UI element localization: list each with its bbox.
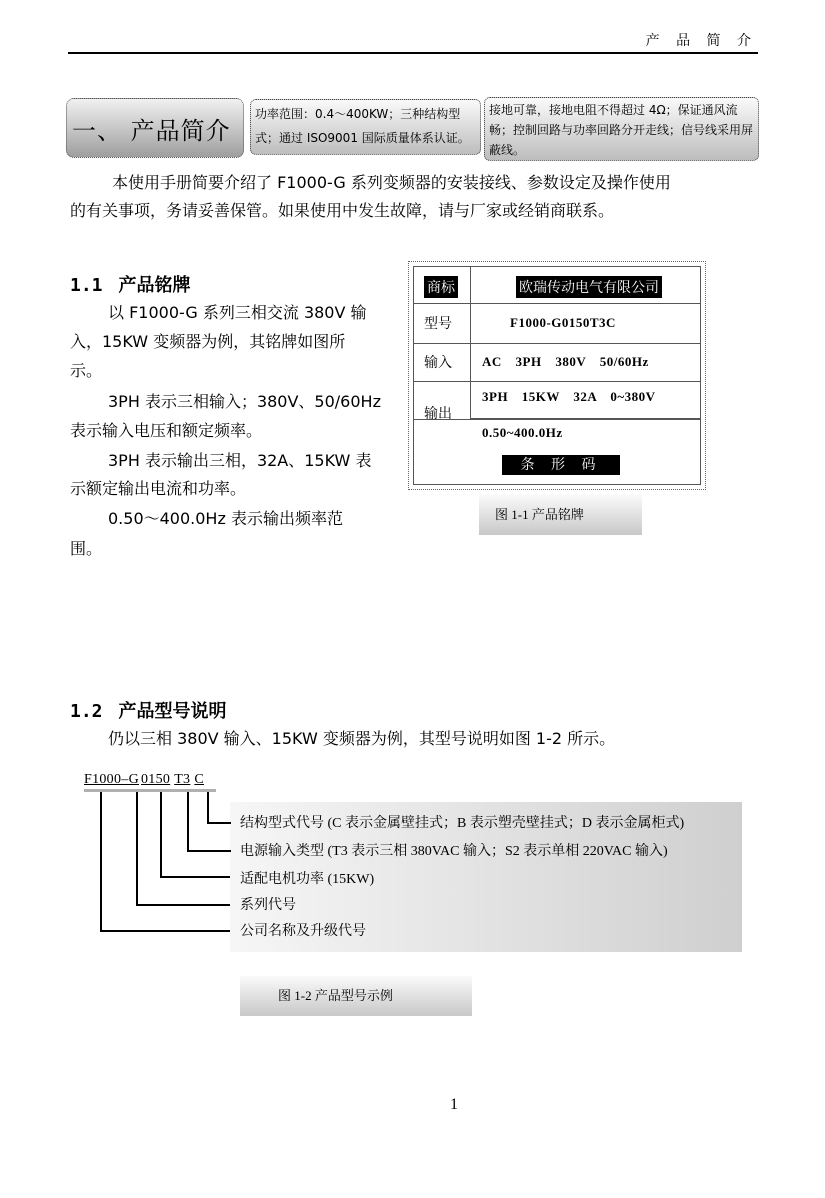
s1-p1-line-2: 入，15KW 变频器为例，其铭牌如图所	[70, 332, 346, 351]
header-rule	[68, 52, 758, 54]
s2-p1: 仍以三相 380V 输入、15KW 变频器为例，其型号说明如图 1-2 所示。	[108, 729, 616, 748]
s1-p3-line-2: 示额定输出电流和功率。	[70, 479, 247, 498]
chapter-summary-box: 功率范围：0.4～400KW；三种结构型式；通过 ISO9001 国际质量体系认证。	[250, 99, 481, 155]
output-value-2: 0.50~400.0Hz	[482, 425, 563, 440]
s1-p1-line-1: 以 F1000-G 系列三相交流 380V 输	[108, 303, 367, 322]
figure-1-2-caption: 图 1-2 产品型号示例	[240, 976, 472, 1016]
model-seg-input: T3	[174, 772, 191, 787]
model-code-underline	[84, 789, 216, 792]
s1-p4-line-2: 围。	[70, 539, 103, 558]
nameplate-input-row	[414, 343, 700, 382]
intro-line-1: 本使用手册简要介绍了 F1000-G 系列变频器的安装接线、参数设定及操作使用	[112, 173, 671, 192]
s1-p2-line-2: 表示输入电压和额定频率。	[70, 421, 263, 440]
model-item-structure: 结构型式代号 (C 表示金属壁挂式；B 表示塑壳壁挂式；D 表示金属柜式)	[240, 816, 685, 831]
brand-label: 商标	[424, 276, 458, 298]
model-item-series: 系列代号	[240, 898, 296, 913]
model-seg-structure: C	[194, 772, 204, 787]
nameplate-brand-row	[414, 267, 700, 304]
section-title: 产品型号说明	[118, 701, 227, 722]
input-label: 输入	[424, 355, 452, 371]
nameplate-output-row	[414, 381, 700, 440]
section-title: 产品铭牌	[118, 275, 191, 296]
section-heading-1-1	[70, 271, 191, 297]
model-seg-power: 0150	[141, 772, 171, 787]
s1-p2-line-1: 3PH 表示三相输入；380V、50/60Hz	[108, 392, 381, 411]
s1-p4-line-1: 0.50～400.0Hz 表示输出频率范	[108, 509, 343, 528]
model-code-string	[84, 772, 208, 788]
chapter-title: 一、 产品简介	[72, 117, 231, 145]
chapter-warning-box: 接地可靠，接地电阻不得超过 4Ω；保证通风流畅；控制回路与功率回路分开走线；信号线采用屏蔽线。	[484, 97, 759, 161]
nameplate	[413, 266, 701, 485]
running-header: 产 品 简 介	[645, 33, 757, 49]
brand-value: 欧瑞传动电气有限公司	[516, 276, 662, 298]
nameplate-model-row	[414, 303, 700, 344]
model-item-input-type: 电源输入类型 (T3 表示三相 380VAC 输入；S2 表示单相 220VAC 输入)	[240, 844, 668, 859]
intro-line-2: 的有关事项，务请妥善保管。如果使用中发生故障，请与厂家或经销商联系。	[70, 201, 615, 220]
page-number: 1	[450, 1096, 458, 1113]
model-value: F1000-G0150T3C	[510, 315, 616, 330]
model-item-motor-power: 适配电机功率 (15KW)	[240, 872, 375, 887]
section-heading-1-2	[70, 697, 227, 723]
figure-1-1-caption: 图 1-1 产品铭牌	[479, 495, 642, 535]
section-number: 1.1	[70, 275, 103, 296]
input-value: AC 3PH 380V 50/60Hz	[482, 354, 649, 369]
model-label: 型号	[424, 316, 452, 332]
barcode-area: 条 形 码	[502, 455, 620, 475]
model-seg-series: F1000–G	[84, 772, 139, 787]
s1-p1-line-3: 示。	[70, 361, 103, 380]
output-label: 输出	[424, 406, 452, 422]
section-number: 1.2	[70, 701, 103, 722]
nameplate-spacer	[414, 419, 700, 449]
output-value-1: 3PH 15KW 32A 0~380V	[482, 389, 656, 404]
s1-p3-line-1: 3PH 表示输出三相，32A、15KW 表	[108, 451, 372, 470]
model-item-company: 公司名称及升级代号	[240, 924, 366, 939]
